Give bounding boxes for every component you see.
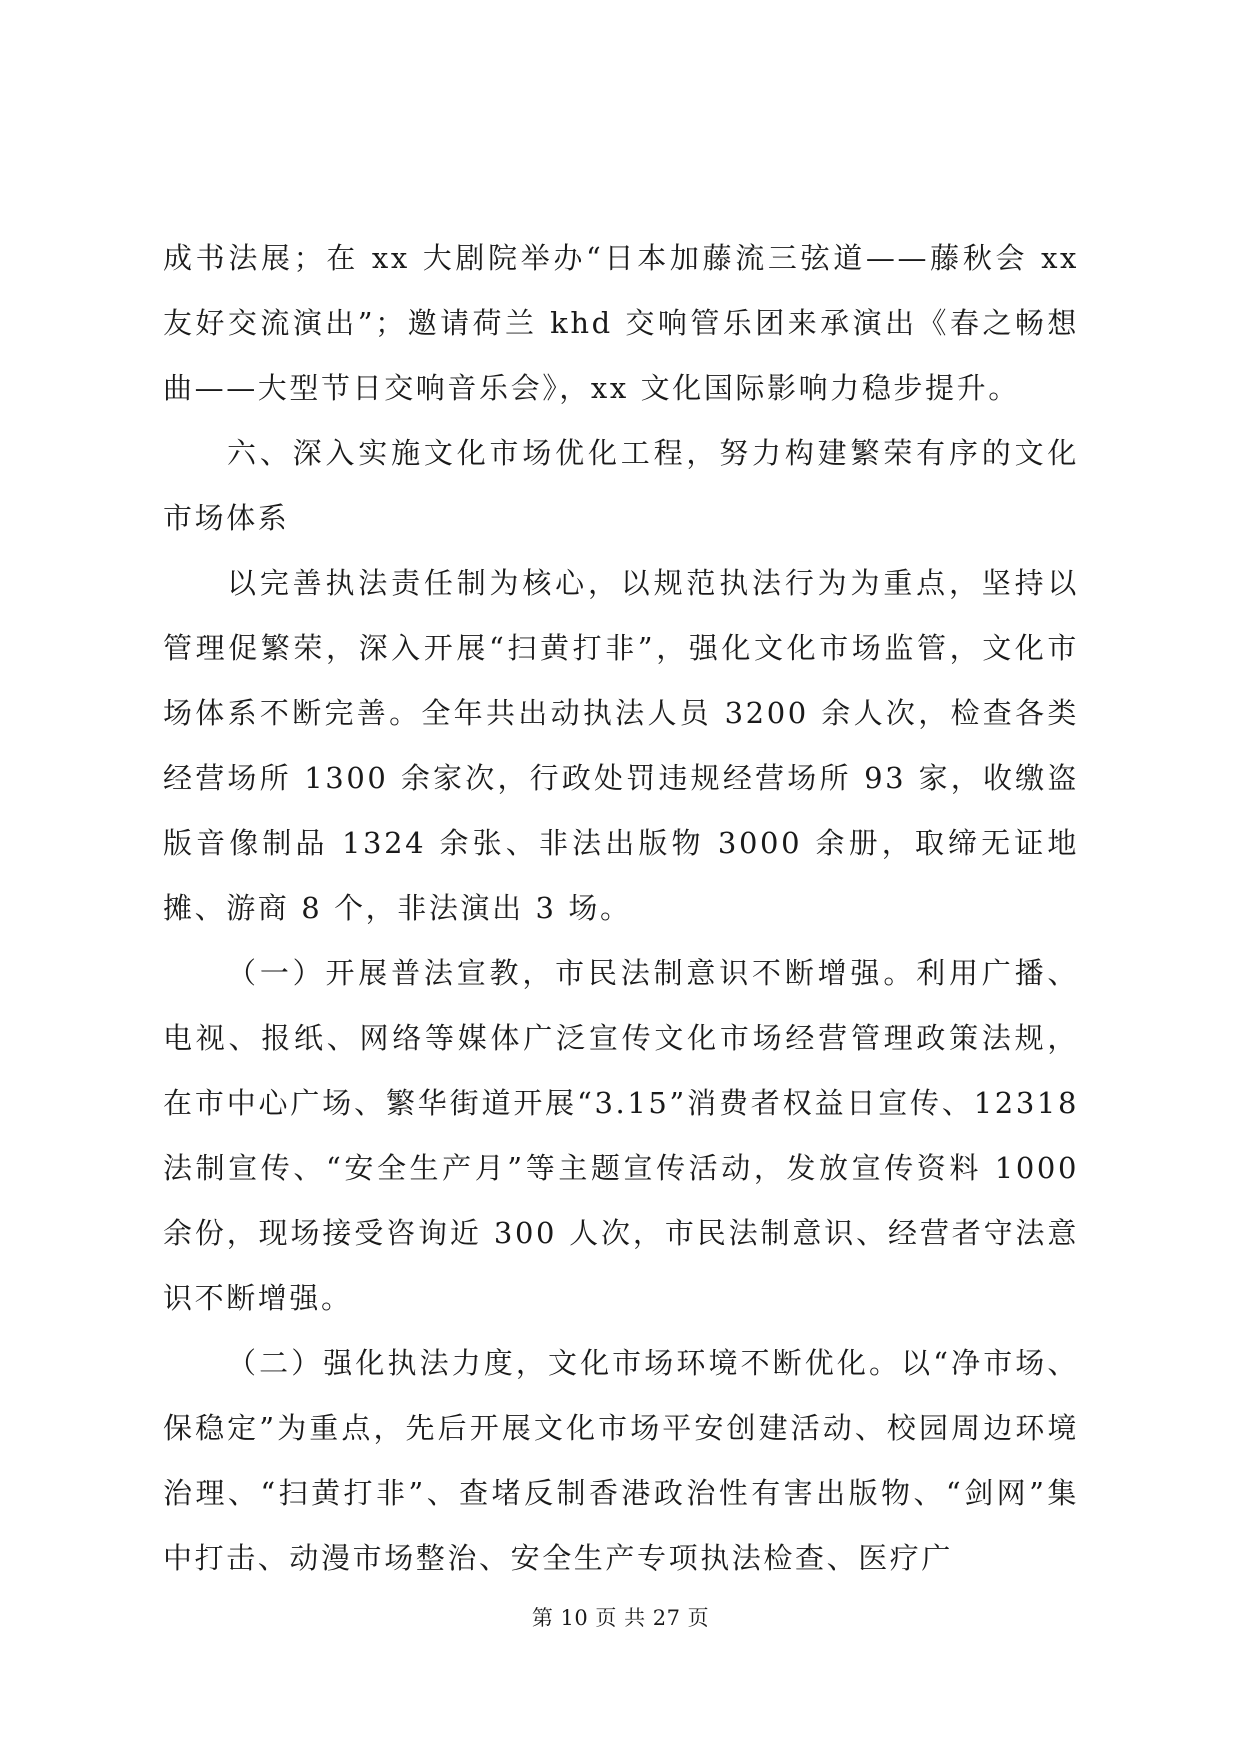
paragraph-continuation: 成书法展；在 xx 大剧院举办“日本加藤流三弦道——藤秋会 xx 友好交流演出”；邀请荷兰 khd 交响管乐团来承演出《春之畅想曲——大型节日交响音乐会》，xx 文化国际影响力稳步提升。 [163, 241, 1079, 405]
paragraph-market-overview: 以完善执法责任制为核心，以规范执法行为为重点，坚持以管理促繁荣，深入开展“扫黄打非”，强化文化市场监管，文化市场体系不断完善。全年共出动执法人员 3200 余人次，检查各类经营场所 1300 余家次，行政处罚违规经营场所 93 家，收缴盗版音像制品 1324 余张、非法出版物 3000 余册，取缔无证地摊、游商 8 个，非法演出 3 场。 [163, 566, 1079, 925]
page-number-footer: 第 10 页 共 27 页 [531, 1606, 710, 1630]
paragraph-enforcement: （二）强化执法力度，文化市场环境不断优化。以“净市场、保稳定”为重点，先后开展文化市场平安创建活动、校园周边环境治理、“扫黄打非”、查堵反制香港政治性有害出版物、“剑网”集中打击、动漫市场整治、安全生产专项执法检查、医疗广 [163, 1346, 1079, 1575]
document-body [163, 226, 1079, 1591]
section-heading: 六、深入实施文化市场优化工程，努力构建繁荣有序的文化市场体系 [163, 436, 1079, 535]
paragraph-legal-education: （一）开展普法宣教，市民法制意识不断增强。利用广播、电视、报纸、网络等媒体广泛宣传文化市场经营管理政策法规，在市中心广场、繁华街道开展“3.15”消费者权益日宣传、12318 法制宣传、“安全生产月”等主题宣传活动，发放宣传资料 1000 余份，现场接受咨询近 300 人次，市民法制意识、经营者守法意识不断增强。 [163, 956, 1079, 1315]
